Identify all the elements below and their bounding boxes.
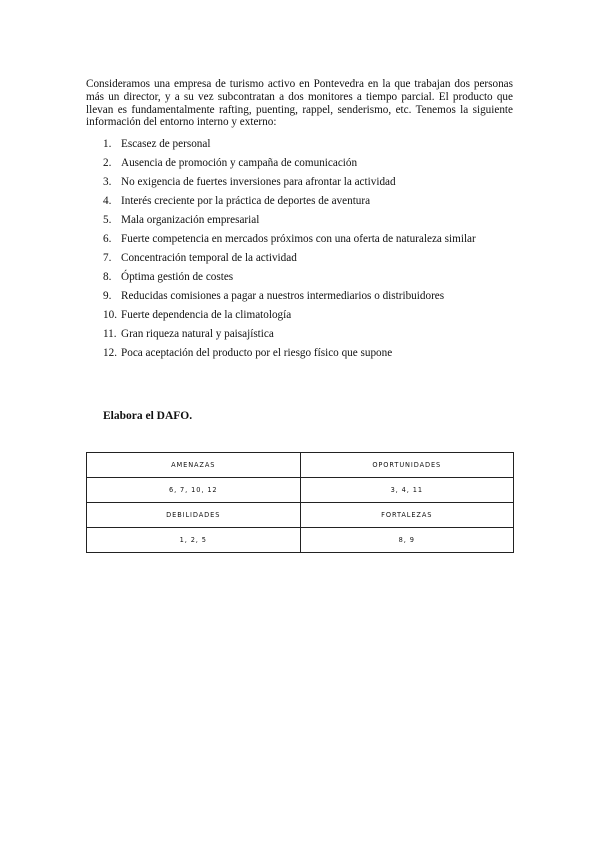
list-text: Gran riqueza natural y paisajística	[121, 328, 274, 340]
list-item	[103, 176, 533, 195]
list-text: Escasez de personal	[121, 138, 211, 150]
factor-list	[103, 138, 533, 366]
list-number: 12.	[103, 347, 117, 359]
list-number: 3.	[103, 176, 112, 188]
list-number: 4.	[103, 195, 112, 207]
list-text: Ausencia de promoción y campaña de comunicación	[121, 157, 358, 169]
list-text: Mala organización empresarial	[121, 214, 260, 226]
oportunidades-value: 3, 4, 11	[300, 478, 514, 503]
amenazas-header: AMENAZAS	[87, 453, 301, 478]
list-item	[103, 271, 533, 290]
fortalezas-header: FORTALEZAS	[300, 503, 514, 528]
amenazas-value: 6, 7, 10, 12	[87, 478, 301, 503]
list-number: 8.	[103, 271, 112, 283]
list-text: Interés creciente por la práctica de deportes de aventura	[121, 195, 371, 207]
list-number: 2.	[103, 157, 112, 169]
list-number: 5.	[103, 214, 112, 226]
list-item	[103, 347, 533, 366]
fortalezas-value: 8, 9	[300, 528, 514, 553]
list-number: 6.	[103, 233, 112, 245]
list-text: Concentración temporal de la actividad	[121, 252, 297, 264]
list-text: Reducidas comisiones a pagar a nuestros intermediarios o distribuidores	[121, 290, 445, 302]
list-text: No exigencia de fuertes inversiones para afrontar la actividad	[121, 176, 396, 188]
list-item	[103, 328, 533, 347]
list-item	[103, 309, 533, 328]
table-row	[87, 453, 514, 478]
list-text: Fuerte dependencia de la climatología	[121, 309, 292, 321]
list-text: Óptima gestión de costes	[121, 271, 234, 283]
dafo-table	[86, 452, 514, 553]
dafo-heading: Elabora el DAFO.	[103, 410, 193, 422]
list-item	[103, 252, 533, 271]
list-item	[103, 157, 533, 176]
list-number: 7.	[103, 252, 112, 264]
list-number: 11.	[103, 328, 117, 340]
list-number: 10.	[103, 309, 117, 321]
table-row	[87, 503, 514, 528]
debilidades-value: 1, 2, 5	[87, 528, 301, 553]
intro-paragraph: Consideramos una empresa de turismo activo en Pontevedra en la que trabajan dos personas más un director, y a su vez subcontratan a dos monitores a tiempo parcial. El producto que llevan es fundamentalmente rafting, puenting, rappel, senderismo, etc. Tenemos la siguiente información del entorno interno y externo:	[86, 78, 513, 129]
list-item	[103, 214, 533, 233]
list-item	[103, 195, 533, 214]
list-item	[103, 290, 533, 309]
list-number: 1.	[103, 138, 112, 150]
debilidades-header: DEBILIDADES	[87, 503, 301, 528]
list-item	[103, 138, 533, 157]
table-row	[87, 478, 514, 503]
list-number: 9.	[103, 290, 112, 302]
list-item	[103, 233, 533, 252]
oportunidades-header: OPORTUNIDADES	[300, 453, 514, 478]
list-text: Fuerte competencia en mercados próximos con una oferta de naturaleza similar	[121, 233, 476, 245]
list-text: Poca aceptación del producto por el riesgo físico que supone	[121, 347, 393, 359]
table-row	[87, 528, 514, 553]
